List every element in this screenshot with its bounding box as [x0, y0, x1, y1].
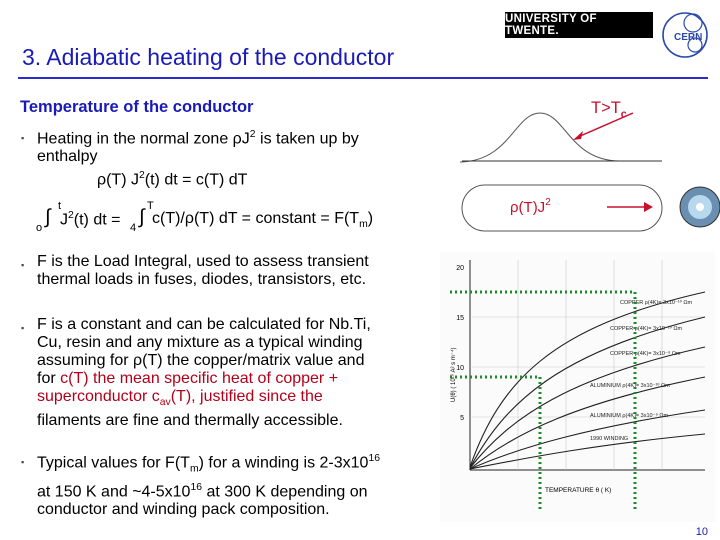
bullet-superscript: 16 [368, 453, 381, 464]
svg-text:COPPER ρ(4K)= 3x10⁻¹⁰ Ωm: COPPER ρ(4K)= 3x10⁻¹⁰ Ωm [620, 300, 693, 306]
integral-sign: ∫ [45, 206, 51, 228]
bullet-constant [21, 316, 437, 430]
bullet-text: conductor and winding pack composition. [37, 500, 330, 518]
title-divider [18, 77, 708, 79]
bullet-text: at 300 K depending on [202, 482, 368, 500]
bullet-marker: ▪ [21, 457, 25, 467]
svg-text:COPPER ρ(4K)= 3x10⁻⁹ Ωm: COPPER ρ(4K)= 3x10⁻⁹ Ωm [610, 351, 681, 357]
svg-text:ALUMINIUM ρ(4K)= 3x10⁻¹⁰ Ωm: ALUMINIUM ρ(4K)= 3x10⁻¹⁰ Ωm [590, 383, 670, 389]
integral-upper-limit: T [147, 200, 154, 212]
bullet-text: Cu, resin and any mixture as a typical winding [37, 334, 363, 351]
bullet-text: assuming for ρ(T) the copper/matrix value and [37, 352, 365, 369]
equation-text: J [60, 211, 68, 229]
bullet-load-integral [21, 253, 427, 289]
integral-lower-limit: 4 [130, 222, 137, 234]
bullet-text: ) for a winding is 2-3x10 [198, 454, 369, 472]
bullet-highlight-text: superconductor c [37, 388, 160, 405]
integral-lower-limit: o [36, 222, 43, 234]
integral-upper-limit: t [58, 200, 62, 212]
equation-energy-balance [97, 170, 247, 189]
x-axis-label: TEMPERATURE θ ( K) [545, 487, 612, 494]
y-axis-label: U(θ) ( 10¹⁶ A² s m⁻⁴) [451, 347, 457, 402]
temperature-profile-curve [460, 113, 620, 162]
bullet-text: Typical values for F(T [37, 454, 190, 472]
bullet-marker: ▪ [21, 133, 25, 143]
equation-text: (t) dt = c(T) dT [144, 171, 248, 189]
bullet-text: Heating in the normal zone ρJ [37, 130, 250, 148]
tc-arrow-head [573, 131, 583, 140]
integral-body [152, 210, 373, 230]
bullet-marker: ▪ [21, 260, 25, 270]
equation-subscript: m [359, 219, 368, 231]
bullet-text: for [37, 370, 61, 387]
equation-text: (t) dt = [73, 211, 121, 229]
bullet-text: thermal loads in fuses, diodes, transistors, etc. [37, 271, 367, 288]
y-tick-label: 20 [456, 265, 464, 272]
bullet-text: F is the Load Integral, used to assess transient [37, 253, 369, 270]
bullet-highlight-text: (T), justified since the [170, 388, 323, 405]
bullet-superscript: 16 [190, 481, 203, 493]
bullet-superscript: 2 [249, 129, 256, 140]
bullet-text: is taken up by [255, 130, 359, 148]
cern-logo-text: CERN [674, 32, 703, 43]
tc-label-text: T>T [591, 99, 621, 117]
bullet-text: filaments are fine and thermally accessible. [37, 412, 343, 430]
svg-text:COPPER ρ(4K)= 3x10⁻¹⁰ Ωm: COPPER ρ(4K)= 3x10⁻¹⁰ Ωm [610, 326, 683, 332]
university-of-twente-logo: UNIVERSITY OF TWENTE. [505, 12, 653, 38]
svg-text:ALUMINIUM ρ(4K)= 3x10⁻⁹ Ωm: ALUMINIUM ρ(4K)= 3x10⁻⁹ Ωm [590, 413, 669, 419]
bullet-text: F is a constant and can be calculated for Nb.Ti, [37, 316, 371, 333]
conductor-center [696, 203, 704, 211]
conductor-ellipse [462, 185, 662, 231]
page-number: 10 [695, 526, 708, 538]
bullet-heating [21, 126, 417, 166]
section-subtitle: Temperature of the conductor [20, 98, 254, 116]
bullet-subscript: m [189, 463, 199, 475]
load-integral-graph [440, 252, 715, 522]
y-tick-label: 15 [456, 315, 464, 322]
integral-body [60, 210, 120, 229]
cern-logo [659, 9, 711, 61]
tc-label-subscript: c [620, 108, 627, 121]
equation-text: ρ(T) J [97, 171, 139, 189]
bullet-highlight-text: c(T) the mean specific heat of copper + [60, 370, 339, 387]
bullet-marker: ▪ [21, 323, 25, 333]
y-tick-label: 5 [460, 415, 464, 422]
normal-zone-diagram [440, 95, 720, 245]
integral-sign: ∫ [139, 206, 145, 228]
equation-text: c(T)/ρ(T) dT = constant = F(T [152, 210, 360, 227]
bullet-typical-values [21, 450, 447, 519]
equation-superscript: 2 [68, 210, 74, 221]
equation-superscript: 2 [138, 170, 145, 181]
equation-text: ) [367, 210, 374, 227]
bullet-subscript: av [159, 397, 171, 409]
bullet-text: at 150 K and ~4-5x10 [37, 482, 191, 500]
rho-j2-label: $\rho(T)J^2$ [510, 197, 551, 216]
page-title: 3. Adiabatic heating of the conductor [22, 44, 395, 70]
tc-label [591, 99, 627, 120]
y-tick-label: 10 [456, 365, 464, 372]
svg-text:1990 WINDING: 1990 WINDING [590, 436, 629, 442]
bullet-text: enthalpy [37, 148, 98, 166]
equation-load-integral [36, 200, 416, 240]
